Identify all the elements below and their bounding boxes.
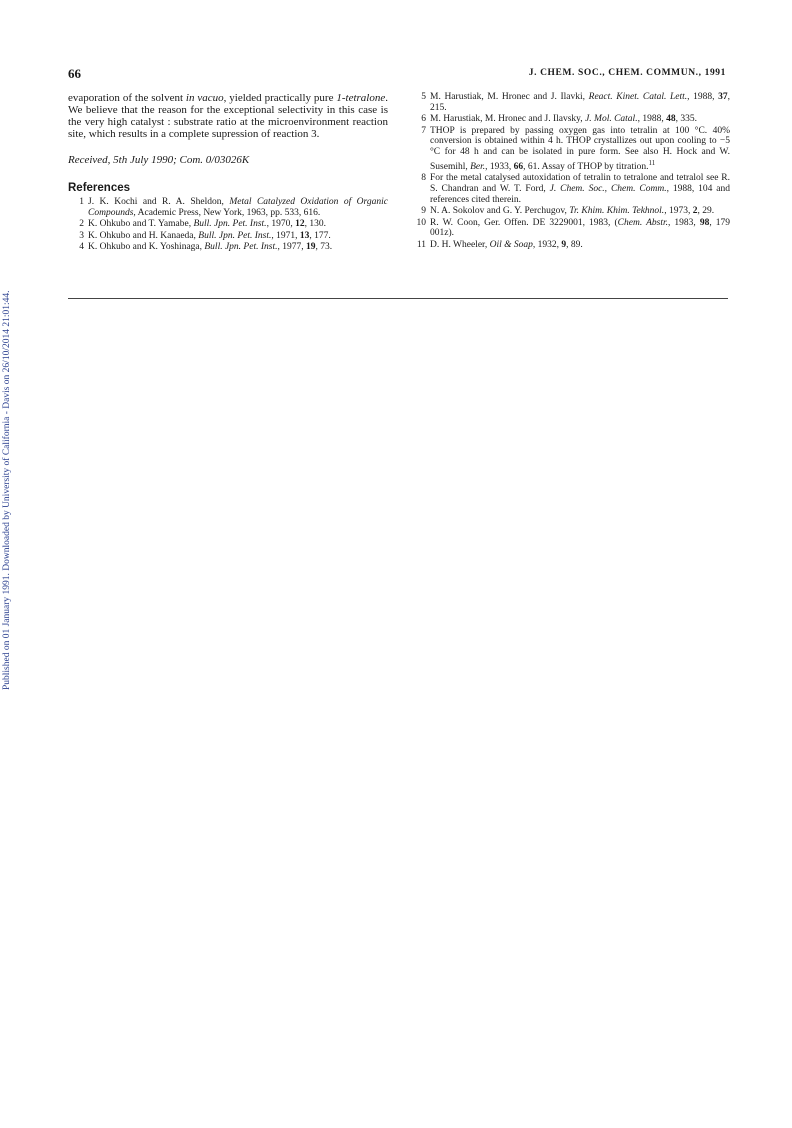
reference-number: 10 bbox=[416, 217, 426, 228]
text-run: , yielded practically pure bbox=[223, 92, 337, 104]
ref-volume: 98 bbox=[699, 217, 710, 228]
ref-authors: M. Harustiak, M. Hronec and J. Ilavki, bbox=[430, 92, 589, 102]
reference-item bbox=[410, 114, 730, 125]
reference-number: 4 bbox=[79, 242, 84, 253]
reference-text bbox=[88, 231, 388, 242]
reference-item bbox=[410, 206, 730, 217]
ref-pages: , 177. bbox=[309, 230, 331, 241]
reference-number: 6 bbox=[421, 114, 426, 125]
ref-source: J. Chem. Soc., Chem. Comm. bbox=[549, 183, 667, 194]
reference-number: 8 bbox=[421, 173, 426, 184]
ref-authors: For the metal catalysed autoxidation of tetralin to tetralone and tetralol see R. S. Chandran and W. T. Ford, bbox=[430, 173, 730, 194]
ref-pages: , 179 001z). bbox=[430, 217, 731, 239]
ref-pages: , 89. bbox=[566, 239, 583, 250]
ref-year: , 1977, bbox=[277, 242, 306, 253]
ref-pages: , 335. bbox=[675, 114, 697, 125]
text-run: evaporation of the solvent bbox=[68, 92, 186, 104]
ref-volume: 66 bbox=[513, 161, 524, 172]
ref-source: Oil & Soap bbox=[489, 239, 533, 250]
reference-number: 11 bbox=[416, 239, 426, 250]
ref-volume: 48 bbox=[666, 114, 676, 125]
ref-authors: J. K. Kochi and R. A. Sheldon, bbox=[88, 197, 230, 207]
reference-text bbox=[430, 240, 730, 251]
ref-source: React. Kinet. Catal. Lett. bbox=[588, 92, 688, 102]
ref-volume: 37 bbox=[718, 92, 728, 102]
running-head: J. CHEM. SOC., CHEM. COMMUN., 1991 bbox=[528, 68, 726, 78]
reference-item bbox=[410, 126, 730, 173]
reference-number: 3 bbox=[79, 230, 84, 241]
text-run: . We believe that the reason for the exceptional selectivity in this case is the very high catalyst : substrate ratio at the microenvironment reaction site, which results in a complete supression of reaction 3. bbox=[68, 92, 388, 140]
ref-authors: THOP is prepared by passing oxygen gas into tetralin at 100 °C. 40% conversion is obtained within 4 h. THOP crystallizes out upon cooling to −5 °C for 48 h and can be isolated in pure form. See also H. Hock and W. Susemihl, bbox=[430, 125, 730, 172]
reference-list-left bbox=[68, 197, 388, 253]
reference-item bbox=[68, 231, 388, 242]
ref-authors: K. Ohkubo and K. Yoshinaga, bbox=[88, 242, 205, 253]
references-heading: References bbox=[68, 182, 131, 194]
right-column bbox=[410, 92, 730, 251]
ref-authors: D. H. Wheeler, bbox=[430, 239, 490, 250]
reference-item bbox=[410, 173, 730, 205]
ref-volume: 9 bbox=[561, 239, 567, 250]
ref-source: Bull. Jpn. Pet. Inst. bbox=[204, 242, 278, 253]
reference-item bbox=[68, 219, 388, 230]
reference-number: 1 bbox=[79, 197, 84, 207]
ref-source: Chem. Abstr. bbox=[617, 217, 668, 228]
ref-authors: M. Harustiak, M. Hronec and J. Ilavsky, bbox=[430, 114, 586, 125]
reference-item bbox=[68, 242, 388, 253]
reference-number: 9 bbox=[421, 206, 426, 217]
reference-text bbox=[430, 92, 730, 113]
reference-item bbox=[410, 218, 730, 239]
ref-authors: N. A. Sokolov and G. Y. Perchugov, bbox=[430, 206, 570, 217]
reference-item bbox=[68, 197, 388, 218]
ref-source: Bull. Jpn. Pet. Inst. bbox=[198, 230, 272, 241]
reference-text bbox=[430, 218, 730, 239]
ref-source: Metal Catalyzed Oxidation of Organic Compounds bbox=[88, 197, 388, 218]
reference-list-right bbox=[410, 92, 730, 250]
ref-authors: R. W. Coon, Ger. Offen. DE 3229001, 1983, ( bbox=[430, 217, 618, 228]
ref-pages: , 61. Assay of THOP by titration. bbox=[523, 161, 649, 172]
ref-year: , 1988, 104 and references cited therein. bbox=[430, 183, 730, 205]
ref-year: , 1988, bbox=[687, 92, 719, 102]
ref-authors: K. Ohkubo and T. Yamabe, bbox=[88, 219, 194, 230]
ref-pages: , 130. bbox=[304, 219, 326, 230]
ref-year: , Academic Press, New York, 1963, pp. 533, 616. bbox=[133, 207, 321, 218]
ref-pages: , 215. bbox=[430, 92, 731, 113]
ref-pages: , 29. bbox=[697, 206, 715, 217]
italic-term: in vacuo bbox=[185, 92, 224, 104]
body-paragraph bbox=[68, 92, 388, 140]
reference-number: 7 bbox=[421, 125, 426, 136]
ref-year: , 1933, bbox=[485, 161, 514, 172]
ref-volume: 13 bbox=[299, 230, 310, 241]
ref-year: , 1932, bbox=[532, 239, 562, 250]
reference-text bbox=[88, 242, 388, 253]
left-column bbox=[68, 92, 388, 254]
reference-item bbox=[410, 240, 730, 251]
reference-item bbox=[410, 92, 730, 113]
received-line: Received, 5th July 1990; Com. 0/03026K bbox=[68, 154, 250, 166]
ref-year: , 1971, bbox=[271, 230, 300, 241]
reference-text bbox=[88, 197, 388, 218]
reference-number: 2 bbox=[79, 219, 84, 230]
ref-volume: 19 bbox=[305, 242, 316, 253]
ref-year: , 1988, bbox=[637, 114, 667, 125]
ref-superscript: 11 bbox=[648, 158, 656, 167]
reference-text bbox=[88, 219, 388, 230]
reference-text bbox=[430, 173, 730, 205]
end-rule bbox=[68, 298, 728, 299]
reference-text bbox=[430, 206, 730, 217]
download-note: Published on 01 January 1991. Downloaded by University of California - Davis on 26/10/2014 21:01:44. bbox=[2, 290, 12, 690]
ref-source: Bull. Jpn. Pet. Inst. bbox=[193, 219, 267, 230]
page-number: 66 bbox=[68, 66, 81, 81]
italic-term: 1-tetralone bbox=[336, 92, 386, 104]
reference-number: 5 bbox=[421, 92, 426, 102]
ref-pages: , 73. bbox=[315, 242, 333, 253]
ref-source: J. Mol. Catal. bbox=[585, 114, 638, 125]
reference-text bbox=[430, 126, 730, 173]
ref-year: , 1983, bbox=[667, 217, 700, 228]
reference-text bbox=[430, 114, 730, 125]
ref-authors: K. Ohkubo and H. Kanaeda, bbox=[88, 230, 199, 241]
ref-year: , 1973, bbox=[664, 206, 693, 217]
ref-year: , 1970, bbox=[266, 219, 296, 230]
ref-volume: 2 bbox=[692, 206, 698, 217]
ref-volume: 12 bbox=[295, 219, 305, 230]
ref-source: Ber. bbox=[470, 161, 486, 172]
ref-source: Tr. Khim. Khim. Tekhnol. bbox=[569, 206, 665, 217]
